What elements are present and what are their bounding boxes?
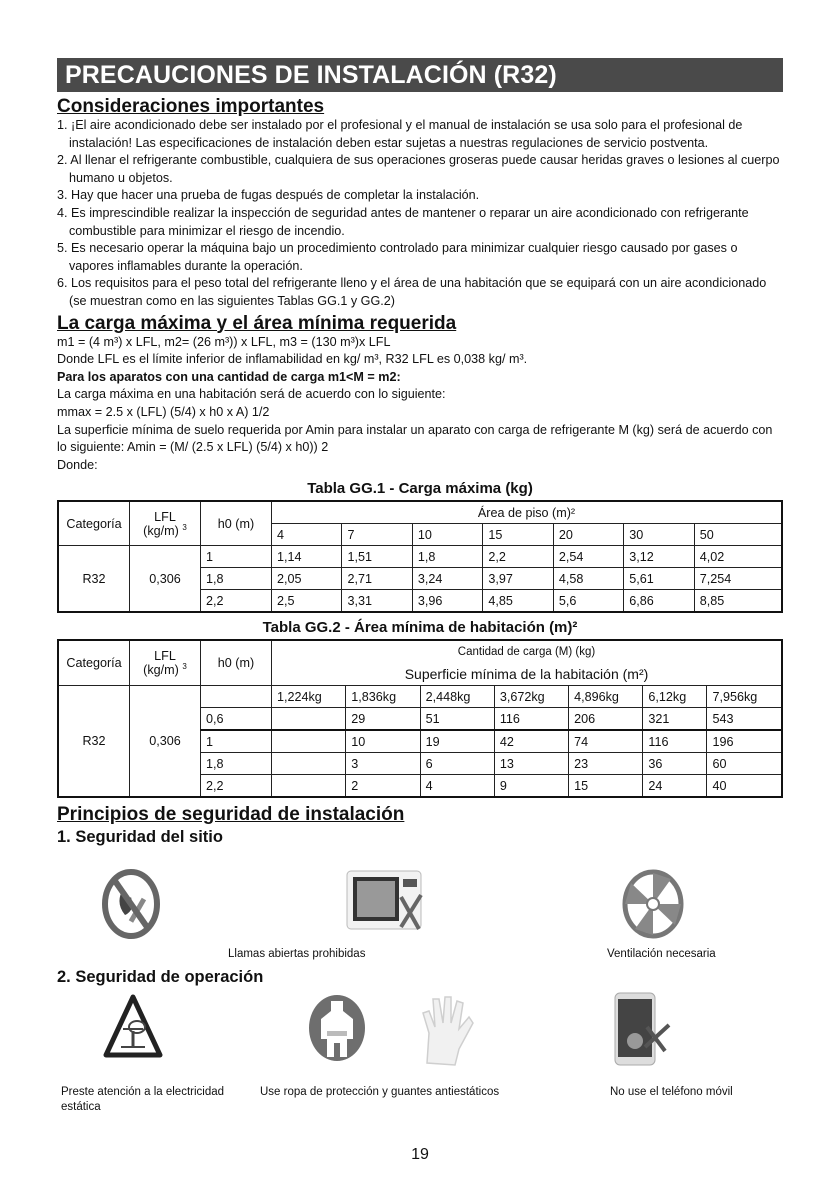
protective-clothing-icon	[307, 993, 367, 1063]
site-safety-icons	[57, 847, 783, 965]
header-h0: h0 (m)	[201, 501, 272, 546]
charge-col: 6,12kg	[643, 686, 707, 708]
lfl-definition: Donde LFL es el límite inferior de inflamabilidad en kg/ m³, R32 LFL es 0,038 kg/ m³.	[57, 352, 528, 367]
header-lfl: LFL (kg/m) $^3$	[130, 501, 201, 546]
value-cell	[272, 708, 346, 731]
h0-cell: 2,2	[201, 775, 272, 798]
formula-m1-m2-m3: m1 = (4 m³) x LFL, m2= (26 m³)) x LFL, m3 = (130 m³)x LFL	[57, 334, 391, 349]
value-cell: 10	[346, 730, 420, 753]
table-row	[58, 546, 782, 568]
list-item: 5. Es necesario operar la máquina bajo un procedimiento controlado para minimizar cualquier riesgo causado por gases o vapores inflamables durante la operación.	[57, 241, 738, 273]
max-charge-intro: La carga máxima en una habitación será de acuerdo con lo siguiente:	[57, 387, 446, 402]
value-cell: 36	[643, 753, 707, 775]
safety-heading: Principios de seguridad de instalación	[57, 804, 405, 826]
value-cell: 3,96	[412, 590, 482, 613]
value-cell: 1,51	[342, 546, 412, 568]
header-categoria: Categoría	[58, 501, 130, 546]
table-max-charge	[57, 500, 783, 613]
value-cell: 3,24	[412, 568, 482, 590]
table-row	[58, 686, 782, 708]
value-cell: 2,05	[272, 568, 342, 590]
value-cell: 321	[643, 708, 707, 731]
value-cell: 13	[494, 753, 568, 775]
area-col: 15	[483, 524, 553, 546]
list-item: 3. Hay que hacer una prueba de fugas después de completar la instalación.	[57, 188, 480, 203]
value-cell	[272, 753, 346, 775]
page-banner: PRECAUCIONES DE INSTALACIÓN (R32)	[57, 58, 783, 92]
header-lfl: LFL (kg/m) $^3$	[130, 640, 201, 686]
caption-no-mobile: No use el teléfono móvil	[610, 1086, 733, 1099]
value-cell: 116	[643, 730, 707, 753]
caption-ventilation: Ventilación necesaria	[607, 948, 716, 961]
value-cell: 2	[346, 775, 420, 798]
no-mobile-phone-icon	[613, 991, 673, 1067]
h0-cell: 1	[201, 546, 272, 568]
lfl-cell: 0,306	[130, 546, 201, 613]
area-col: 10	[412, 524, 482, 546]
h0-cell: 1,8	[201, 753, 272, 775]
caption-static-electricity: Preste atención a la electricidad estática	[61, 1086, 225, 1114]
area-col: 50	[694, 524, 782, 546]
lfl-cell: 0,306	[130, 686, 201, 798]
caption-no-flames: Llamas abiertas prohibidas	[228, 948, 366, 961]
charge-col: 1,836kg	[346, 686, 420, 708]
antistatic-gloves-icon	[419, 993, 475, 1069]
value-cell: 543	[707, 708, 782, 731]
value-cell: 1,8	[412, 546, 482, 568]
value-cell: 1,14	[272, 546, 342, 568]
charge-condition: Para los aparatos con una cantidad de carga m1<M = m2:	[57, 369, 401, 384]
value-cell: 60	[707, 753, 782, 775]
table2-caption: Tabla GG.2 - Área mínima de habitación (m)²	[262, 619, 578, 637]
list-item: 1. ¡El aire acondicionado debe ser instalado por el profesional y el manual de instalación se usa solo para el profesional de instalación! Las especificaciones de instalación deben estar sujetas a nuestras regulaciones de servicio postventa.	[57, 118, 743, 150]
header-charge: Cantidad de carga (M) (kg)	[272, 640, 783, 662]
value-cell: 4,02	[694, 546, 782, 568]
value-cell: 15	[569, 775, 643, 798]
value-cell: 40	[707, 775, 782, 798]
category-cell: R32	[58, 546, 130, 613]
value-cell: 9	[494, 775, 568, 798]
value-cell	[272, 730, 346, 753]
value-cell: 29	[346, 708, 420, 731]
value-cell: 7,254	[694, 568, 782, 590]
value-cell: 206	[569, 708, 643, 731]
value-cell: 24	[643, 775, 707, 798]
h0-cell: 1	[201, 730, 272, 753]
value-cell: 196	[707, 730, 782, 753]
manual-page	[57, 58, 783, 1127]
site-safety-heading: 1. Seguridad del sitio	[57, 828, 223, 847]
considerations-heading: Consideraciones importantes	[57, 96, 325, 117]
no-microwave-icon	[345, 867, 425, 935]
considerations-list	[57, 117, 783, 311]
h0-cell: 2,2	[201, 590, 272, 613]
value-cell: 51	[420, 708, 494, 731]
formula-mmax: mmax = 2.5 x (LFL) (5/4) x h0 x A) 1/2	[57, 404, 270, 419]
value-cell: 4,85	[483, 590, 553, 613]
page-number: 19	[411, 1146, 429, 1163]
value-cell: 4	[420, 775, 494, 798]
value-cell: 19	[420, 730, 494, 753]
h0-cell	[201, 686, 272, 708]
value-cell: 4,58	[553, 568, 623, 590]
header-min-surface: Superficie mínima de la habitación (m²)	[272, 662, 783, 686]
header-h0: h0 (m)	[201, 640, 272, 686]
charge-col: 4,896kg	[569, 686, 643, 708]
area-col: 20	[553, 524, 623, 546]
value-cell: 2,54	[553, 546, 623, 568]
charge-col: 1,224kg	[272, 686, 346, 708]
value-cell	[272, 775, 346, 798]
ventilation-icon	[621, 869, 685, 939]
h0-cell: 1,8	[201, 568, 272, 590]
category-cell: R32	[58, 686, 130, 798]
value-cell: 2,2	[483, 546, 553, 568]
value-cell: 3,97	[483, 568, 553, 590]
value-cell: 23	[569, 753, 643, 775]
donde-label: Donde:	[57, 457, 98, 472]
value-cell: 74	[569, 730, 643, 753]
value-cell: 6,86	[624, 590, 694, 613]
operation-safety-icons	[57, 987, 783, 1127]
list-item: 2. Al llenar el refrigerante combustible, cualquiera de sus operaciones groseras puede causar heridas graves o lesiones al cuerpo humano u objetos.	[57, 153, 780, 185]
caption-protective-clothing: Use ropa de protección y guantes antiestáticos	[260, 1086, 500, 1099]
static-electricity-warning-icon	[103, 993, 163, 1063]
value-cell: 116	[494, 708, 568, 731]
charge-col: 7,956kg	[707, 686, 782, 708]
list-item: 6. Los requisitos para el peso total del refrigerante lleno y el área de una habitación que se equipará con un aire acondicionado (se muestran como en las siguientes Tablas GG.1 y GG.2)	[57, 276, 767, 308]
value-cell: 5,61	[624, 568, 694, 590]
area-col: 30	[624, 524, 694, 546]
table1-caption: Tabla GG.1 - Carga máxima (kg)	[307, 480, 533, 498]
value-cell: 8,85	[694, 590, 782, 613]
header-area: Área de piso (m)²	[272, 501, 783, 524]
header-categoria: Categoría	[58, 640, 130, 686]
value-cell: 42	[494, 730, 568, 753]
h0-cell: 0,6	[201, 708, 272, 731]
charge-col: 2,448kg	[420, 686, 494, 708]
value-cell: 2,5	[272, 590, 342, 613]
area-col: 4	[272, 524, 342, 546]
no-open-flame-icon	[101, 869, 161, 939]
value-cell: 6	[420, 753, 494, 775]
charge-col: 3,672kg	[494, 686, 568, 708]
value-cell: 2,71	[342, 568, 412, 590]
table-min-area	[57, 639, 783, 798]
operation-safety-heading: 2. Seguridad de operación	[57, 968, 264, 987]
value-cell: 3,31	[342, 590, 412, 613]
value-cell: 3	[346, 753, 420, 775]
charge-heading: La carga máxima y el área mínima requerida	[57, 312, 457, 334]
area-col: 7	[342, 524, 412, 546]
list-item: 4. Es imprescindible realizar la inspección de seguridad antes de mantener o reparar un aire acondicionado con refrigerante combustible para minimizar el riesgo de incendio.	[57, 205, 749, 238]
min-area-text: La superficie mínima de suelo requerida por Amin para instalar un aparato con carga de refrigerante M (kg) será de acuerdo con lo siguiente: Amin = (M/ (2.5 x LFL) (5/4) x h0)) 2	[57, 422, 773, 455]
value-cell: 3,12	[624, 546, 694, 568]
value-cell: 5,6	[553, 590, 623, 613]
